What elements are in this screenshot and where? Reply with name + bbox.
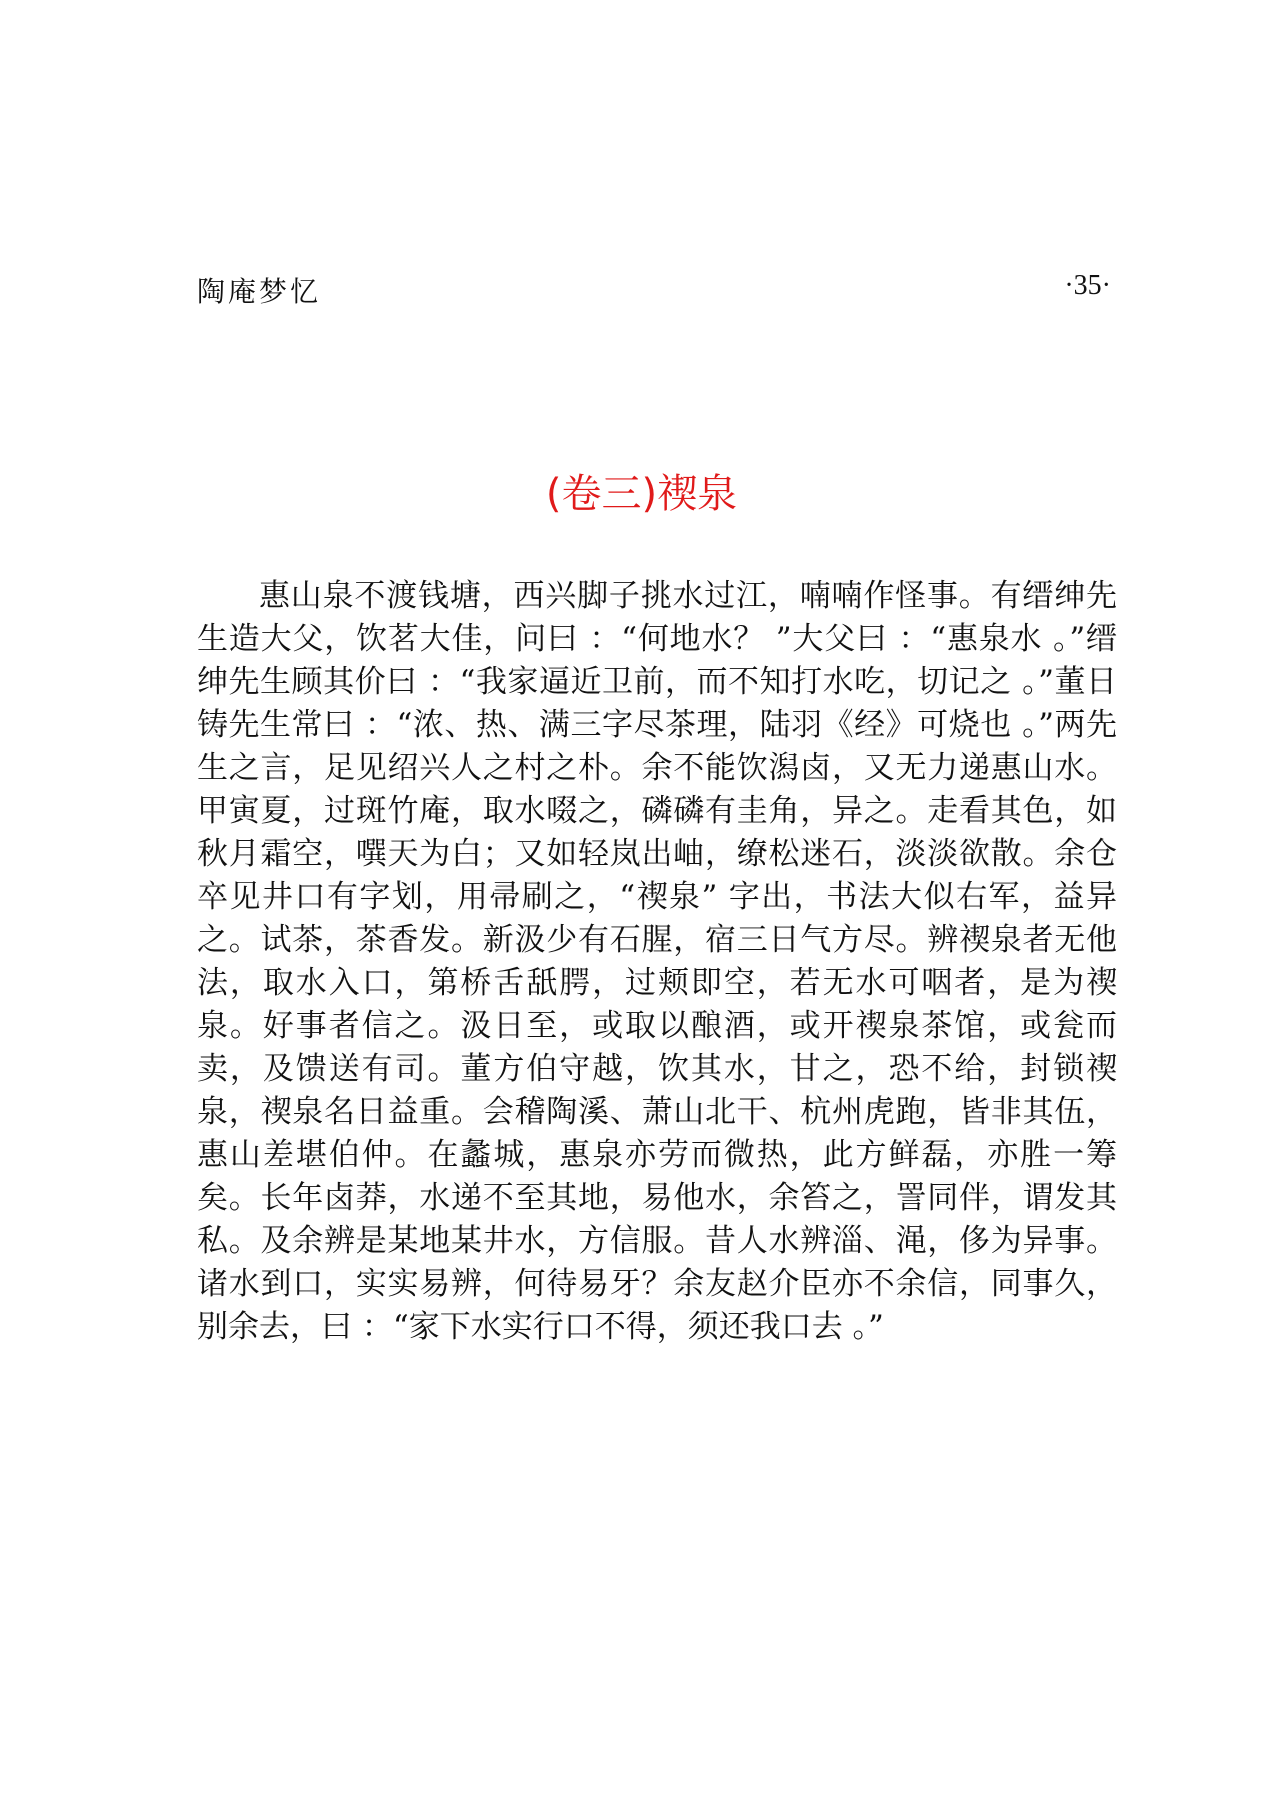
page-number: ·35·	[1064, 270, 1111, 301]
body-paragraph: 惠山泉不渡钱塘，西兴脚子挑水过江，喃喃作怪事。有缙绅先生造大父，饮茗大佳，问曰 ：“何地水？ ”大父曰 ：“惠泉水 。”缙绅先生顾其价曰 ：“我家逼近卫前，而不知打水吃，切记之 。”董日铸先生常曰 ：“浓、热、满三字尽茶理，陆羽《经》可烧也 。”两先生之言，足见绍兴人之村之朴。余不能饮潟卤，又无力递惠山水。甲寅夏，过斑竹庵，取水啜之，磷磷有圭角，异之。走看其色，如秋月霜空，噀天为白；又如轻岚出岫，缭松迷石，淡淡欲散。余仓卒见井口有字划，用帚刷之，“禊泉” 字出，书法大似右军，益异之。试茶，茶香发。新汲少有石腥，宿三日气方尽。辨禊泉者无他法，取水入口，第桥舌舐腭，过颊即空，若无水可咽者，是为禊泉。好事者信之。汲日至，或取以酿酒，或开禊泉茶馆，或瓮而卖，及馈送有司。董方伯守越，饮其水，甘之，恐不给，封锁禊泉，禊泉名日益重。会稽陶溪、萧山北干、杭州虎跑，皆非其伍，惠山差堪伯仲。在蠡城，惠泉亦劳而微热，此方鲜磊，亦胜一筹矣。长年卤莽，水递不至其地，易他水，余笞之，詈同伴，谓发其私。及余辨是某地某井水，方信服。昔人水辨淄、渑，侈为异事。诸水到口，实实易辨，何待易牙？余友赵介臣亦不余信，同事久，别余去，曰 ：“家下水实行口不得，须还我口去 。”	[197, 578, 1117, 1345]
book-title: 陶庵梦忆	[197, 275, 322, 308]
chapter-title: (卷三)禊泉	[545, 471, 738, 517]
running-head	[197, 270, 1111, 310]
